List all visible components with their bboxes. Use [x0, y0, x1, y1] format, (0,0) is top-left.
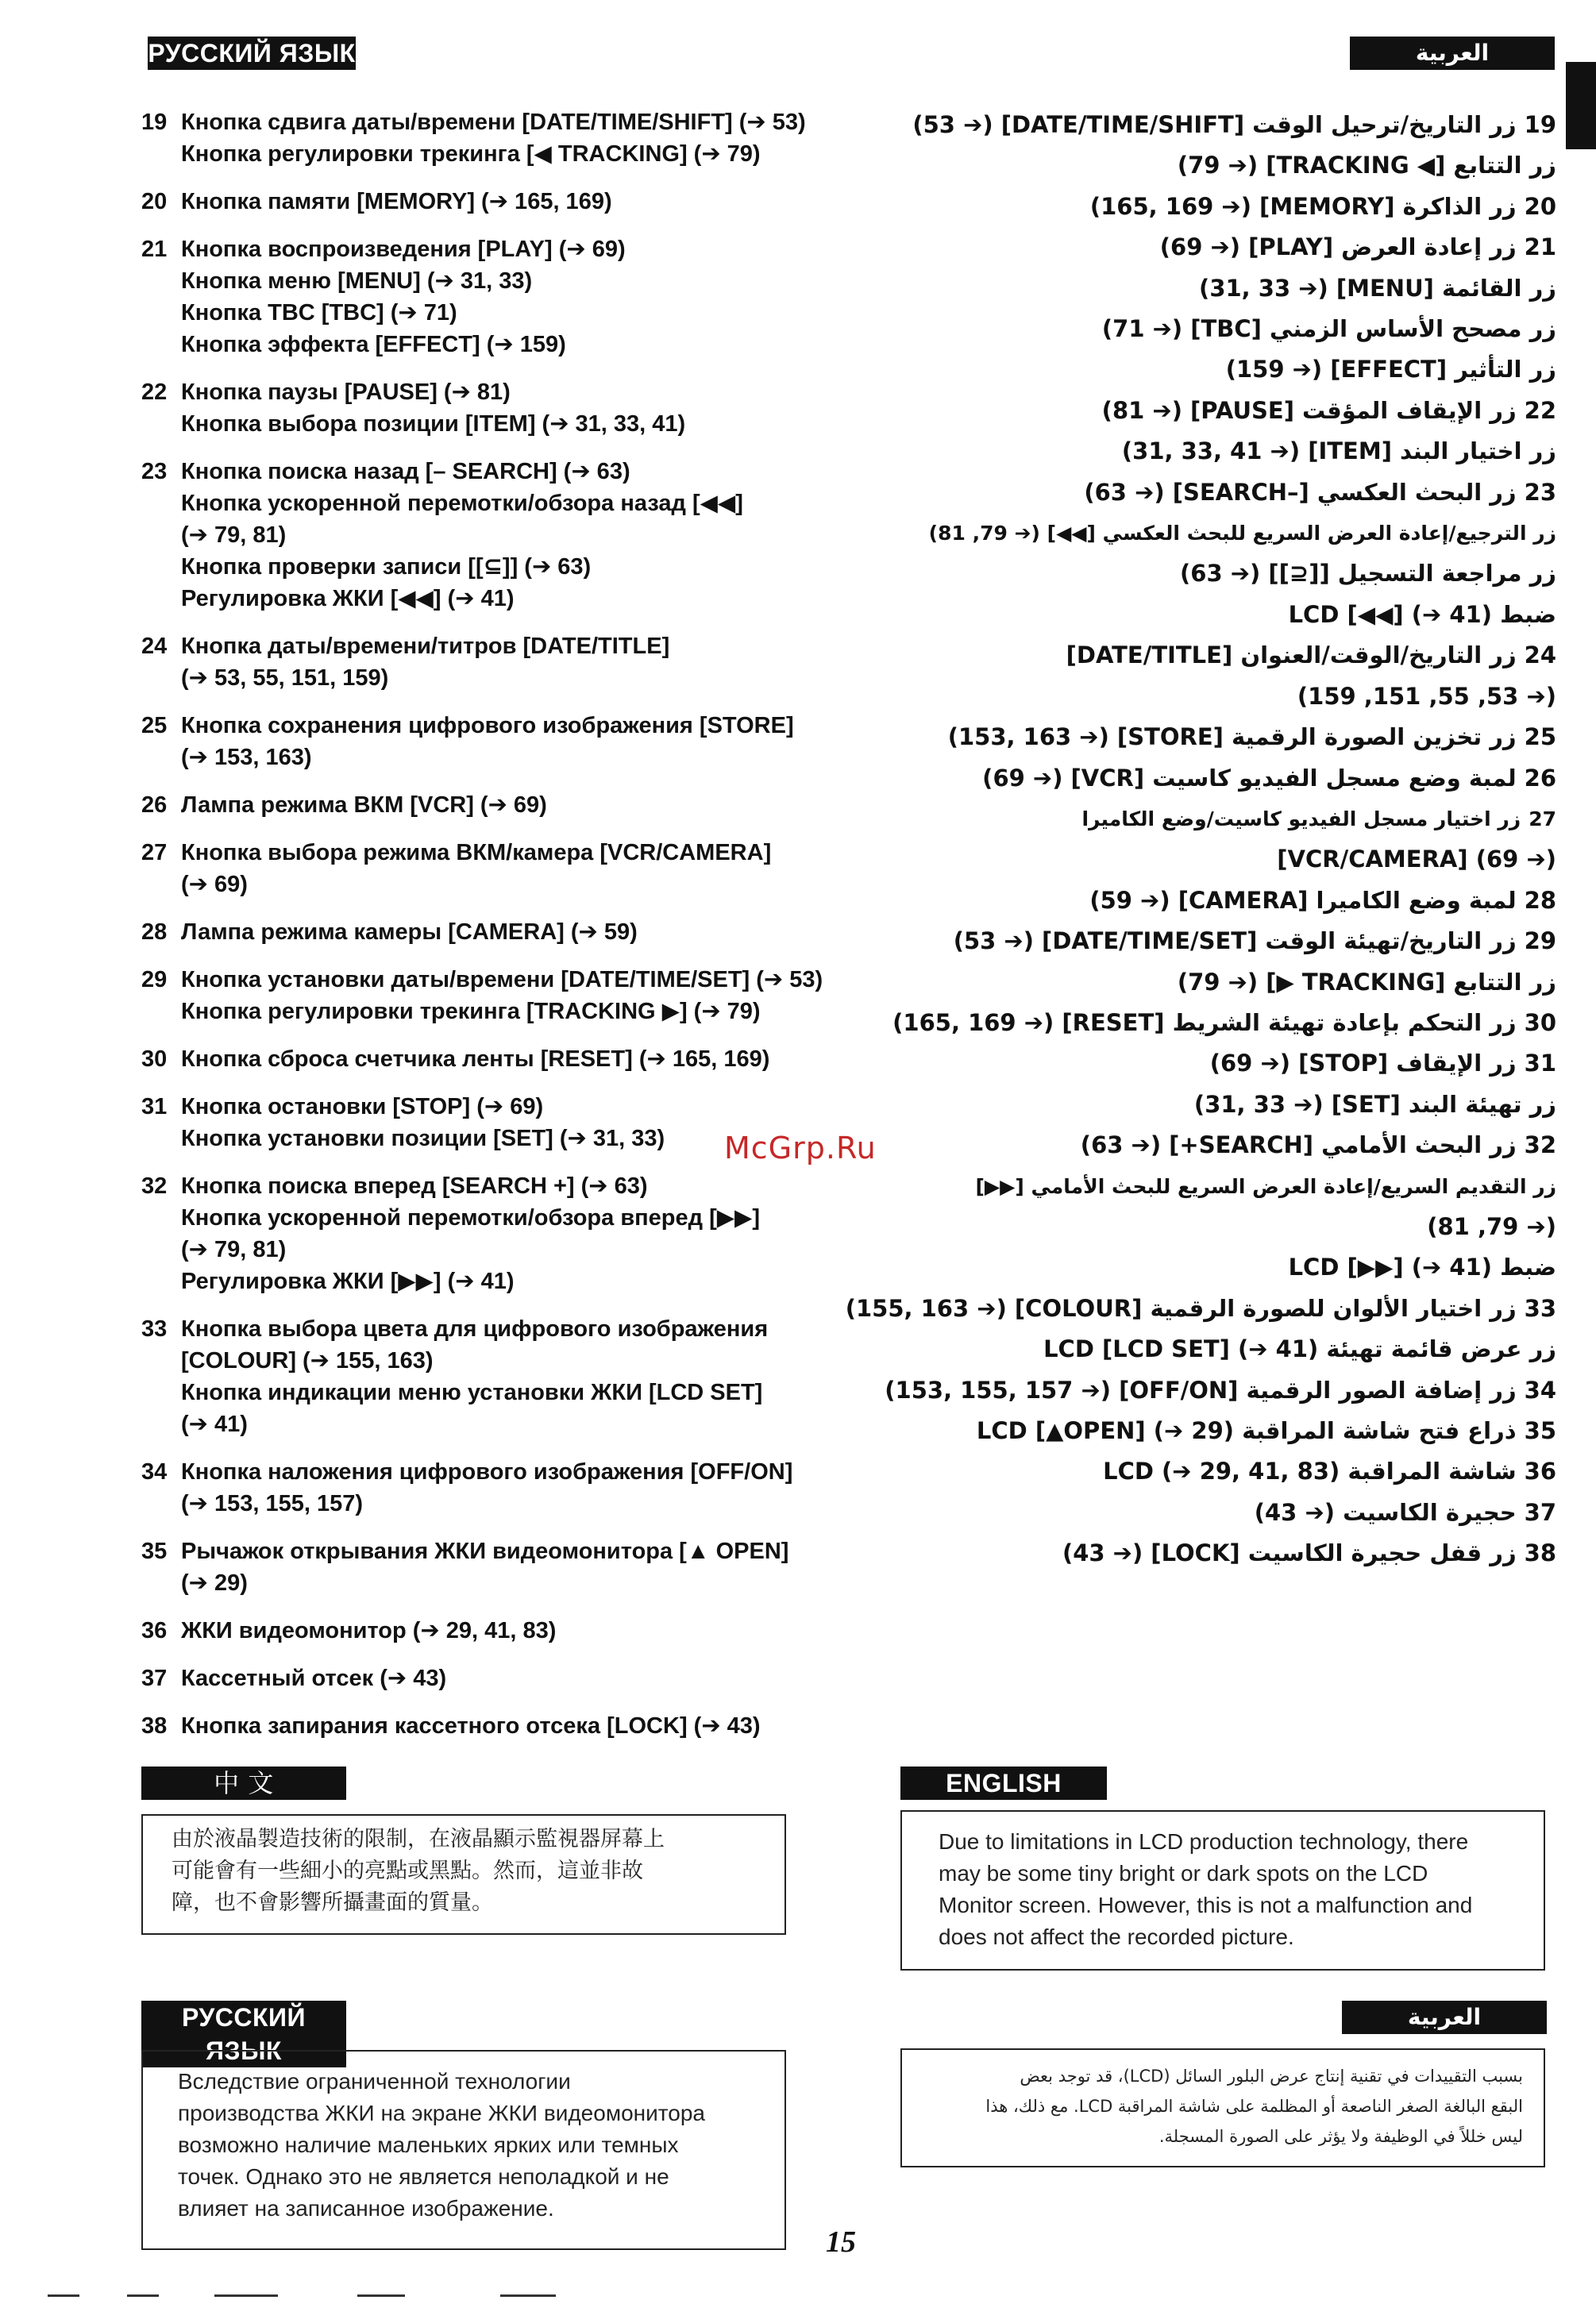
ru-item-number: 21: [141, 237, 168, 262]
ar-item-number: 25: [1524, 723, 1556, 751]
ar-item-text: زر مراجعة التسجيل [[⊆]] (➔ 63): [1180, 560, 1556, 588]
russian-language-tag-bottom: РУССКИЙ ЯЗЫК: [141, 2001, 346, 2067]
ru-item-line: Кнопка установки позиции [SET] (➔ 31, 33): [181, 1126, 665, 1151]
ru-item-line: Кнопка сохранения цифрового изображения [STORE]: [181, 713, 794, 738]
ar-list-line: [873, 349, 1556, 390]
russian-note-line: влияет на записанное изображение.: [178, 2196, 554, 2221]
ru-item-line: Кнопка регулировки трекинга [TRACKING ▶] (➔ 79): [181, 999, 761, 1024]
ar-item-number: 22: [1524, 396, 1556, 424]
arabic-parts-list: [845, 105, 1556, 1574]
ar-list-line: [873, 1329, 1556, 1370]
ru-item-number: 33: [141, 1316, 168, 1342]
ru-item-number: 31: [141, 1094, 168, 1119]
bottom-rule: [214, 2294, 278, 2297]
ar-item-number: 34: [1524, 1376, 1556, 1404]
ar-list-line: [873, 799, 1556, 839]
ru-list-item: [141, 964, 880, 1027]
ru-item-line: Рычажок открывания ЖКИ видеомонитора [▲ OPEN]: [181, 1539, 789, 1564]
ar-item-text: زر القائمة [MENU] (➔ 31, 33): [1199, 274, 1556, 302]
ar-item-text: حجيرة الكاسيت (➔ 43): [1254, 1498, 1517, 1526]
ar-list-line: [873, 1207, 1556, 1247]
bottom-rule: [48, 2294, 79, 2297]
ar-item-text: زر التحكم بإعادة تهيئة الشريط [RESET] (➔ 165, 169): [892, 1008, 1517, 1036]
ar-item-text: زر إعادة العرض [PLAY] (➔ 69): [1159, 233, 1517, 261]
section-side-tab: [1566, 62, 1596, 149]
ru-item-line: Кнопка даты/времени/титров [DATE/TITLE]: [181, 634, 670, 659]
ru-item-line: Кассетный отсек (➔ 43): [181, 1666, 447, 1691]
ru-item-line: Кнопка индикации меню установки ЖКИ [LCD SET]: [181, 1380, 763, 1405]
ar-list-line: [873, 227, 1556, 268]
ar-list-line: [873, 431, 1556, 472]
ru-list-item: [141, 186, 880, 218]
ar-item-text: زر اختيار الألوان للصورة الرقمية [COLOUR] (➔ 155, 163): [845, 1294, 1517, 1322]
ar-item-number: 32: [1524, 1131, 1556, 1159]
ru-item-line: (➔ 153, 155, 157): [181, 1491, 364, 1516]
ar-list-line: [873, 553, 1556, 594]
ru-item-line: [COLOUR] (➔ 155, 163): [181, 1348, 434, 1374]
ru-list-item: [141, 710, 880, 773]
ar-item-text: (➔ 69) [VCR/CAMERA]: [1277, 846, 1556, 873]
ar-list-line: [873, 105, 1556, 145]
ru-item-line: Регулировка ЖКИ [◀◀] (➔ 41): [181, 586, 515, 611]
bottom-rule: [500, 2294, 556, 2297]
ar-item-number: 26: [1524, 764, 1556, 792]
ar-item-text: زر مصحح الأساس الزمني [TBC] (➔ 71): [1101, 315, 1556, 343]
ar-item-text: لمبة وضع الكاميرا [CAMERA] (➔ 59): [1089, 886, 1517, 914]
ru-item-line: Кнопка выбора цвета для цифрового изображения: [181, 1316, 769, 1342]
ar-item-text: لمبة وضع مسجل الفيديو كاسيت [VCR] (➔ 69): [982, 764, 1517, 792]
ar-list-line: [873, 1043, 1556, 1084]
ru-list-item: [141, 376, 880, 440]
ru-item-number: 32: [141, 1173, 168, 1199]
arabic-note-line: ليس خللاً في الوظيفة ولا يؤثر على الصورة المسجلة.: [1158, 2127, 1523, 2146]
ar-list-line: [873, 1003, 1556, 1043]
ar-list-line: [873, 1247, 1556, 1288]
ar-item-text: زر التأثير [EFFECT] (➔ 159): [1225, 356, 1556, 383]
russian-note-line: возможно наличие маленьких ярких или темных: [178, 2133, 679, 2157]
ru-item-line: Регулировка ЖКИ [▶▶] (➔ 41): [181, 1269, 515, 1294]
ru-list-item: [141, 1710, 880, 1742]
ar-list-line: [873, 717, 1556, 757]
russian-parts-list: [141, 106, 880, 1758]
ru-list-item: [141, 916, 880, 948]
ar-item-number: 30: [1524, 1008, 1556, 1036]
bottom-rule: [127, 2294, 159, 2297]
ar-list-line: [873, 839, 1556, 880]
arabic-language-tag-bottom: العربية: [1342, 2001, 1547, 2034]
ru-list-item: [141, 1663, 880, 1694]
ar-item-text: زر التاريخ/الوقت/العنوان [DATE/TITLE]: [1066, 641, 1517, 669]
ar-list-line: [873, 268, 1556, 309]
ar-list-line: [873, 1493, 1556, 1533]
ar-item-text: ضبط LCD [◀◀] (➔ 41): [1288, 600, 1556, 628]
ru-list-item: [141, 1043, 880, 1075]
ar-item-text: زر الترجيع/إعادة العرض السريع للبحث العكسي [◀◀] (➔ 79, 81): [928, 522, 1556, 545]
ar-item-text: زر إضافة الصور الرقمية [OFF/ON] (➔ 153, 155, 157): [885, 1376, 1517, 1404]
ar-item-text: (➔ 79, 81): [1427, 1212, 1556, 1240]
ar-list-line: [873, 880, 1556, 921]
ru-list-item: [141, 456, 880, 615]
bottom-rule: [357, 2294, 405, 2297]
ru-item-number: 29: [141, 967, 168, 992]
ru-list-item: [141, 106, 880, 170]
ru-item-number: 19: [141, 110, 168, 135]
ru-item-number: 27: [141, 840, 168, 865]
ar-item-text: زر اختيار مسجل الفيديو كاسيت/وضع الكاميرا: [1081, 807, 1521, 830]
ru-item-line: Кнопка сдвига даты/времени [DATE/TIME/SHIFT] (➔ 53): [181, 110, 806, 135]
chinese-note-line: 障，也不會影響所攝畫面的質量。: [172, 1890, 493, 1915]
ar-item-number: 31: [1524, 1050, 1556, 1077]
ar-list-line: [873, 1085, 1556, 1125]
english-note-box: [900, 1810, 1545, 1971]
ar-list-line: [845, 1289, 1556, 1329]
ar-list-line: [873, 758, 1556, 799]
english-note-line: does not affect the recorded picture.: [939, 1924, 1294, 1949]
ru-list-item: [141, 1313, 880, 1440]
ru-list-item: [141, 1535, 880, 1599]
ru-item-number: 38: [141, 1713, 168, 1739]
ru-item-number: 23: [141, 459, 168, 484]
ru-item-line: Лампа режима камеры [CAMERA] (➔ 59): [181, 919, 638, 945]
ru-item-number: 22: [141, 380, 168, 405]
ar-item-text: ذراع فتح شاشة المراقبة LCD [▲OPEN] (➔ 29): [976, 1417, 1517, 1444]
russian-note-line: производства ЖКИ на экране ЖКИ видеомонитора: [178, 2101, 705, 2125]
ar-list-line: [873, 676, 1556, 717]
arabic-note-box: [900, 2048, 1545, 2167]
ru-item-line: (➔ 53, 55, 151, 159): [181, 665, 389, 691]
ar-list-line: [873, 513, 1556, 553]
ru-item-line: Кнопка сброса счетчика ленты [RESET] (➔ 165, 169): [181, 1046, 770, 1072]
ru-item-line: Кнопка эффекта [EFFECT] (➔ 159): [181, 332, 566, 357]
ar-item-text: زر اختيار البند [ITEM] (➔ 31, 33, 41): [1121, 437, 1556, 465]
ru-item-line: (➔ 69): [181, 872, 248, 897]
ar-item-text: زر التقديم السريع/إعادة العرض السريع للبحث الأمامي [▶▶]: [975, 1174, 1556, 1198]
ru-list-item: [141, 837, 880, 900]
ru-item-number: 26: [141, 792, 168, 818]
ar-item-text: ضبط LCD [▶▶] (➔ 41): [1288, 1254, 1556, 1281]
arabic-language-tag: العربية: [1350, 37, 1555, 70]
ru-item-line: Кнопка проверки записи [[⊆]] (➔ 63): [181, 554, 592, 580]
ar-item-text: زر تخزين الصورة الرقمية [STORE] (➔ 153, 163): [947, 723, 1517, 751]
ru-item-line: Лампа режима ВКМ [VCR] (➔ 69): [181, 792, 547, 818]
ar-item-number: 35: [1524, 1417, 1556, 1444]
russian-note-line: Вследствие ограниченной технологии: [178, 2069, 571, 2094]
ru-item-line: Кнопка паузы [PAUSE] (➔ 81): [181, 380, 511, 405]
ru-item-number: 25: [141, 713, 168, 738]
ar-list-line: [873, 921, 1556, 961]
ru-item-number: 20: [141, 189, 168, 214]
ar-item-text: زر التتابع [◀ TRACKING] (➔ 79): [1177, 152, 1556, 179]
ar-list-line: [873, 1370, 1556, 1411]
ar-list-line: [873, 472, 1556, 513]
ar-item-number: 27: [1529, 807, 1556, 830]
ru-item-line: (➔ 79, 81): [181, 1237, 287, 1262]
ar-item-number: 33: [1524, 1294, 1556, 1322]
ru-item-number: 35: [141, 1539, 168, 1564]
ru-item-line: Кнопка регулировки трекинга [◀ TRACKING] (➔ 79): [181, 141, 761, 167]
ar-item-text: زر عرض قائمة تهيئة LCD [LCD SET] (➔ 41): [1043, 1335, 1556, 1363]
ru-list-item: [141, 1615, 880, 1647]
ar-item-text: زر الإيقاف [STOP] (➔ 69): [1209, 1050, 1517, 1077]
ar-item-text: زر التاريخ/تهيئة الوقت [DATE/TIME/SET] (➔ 53): [953, 927, 1517, 955]
ru-item-line: Кнопка памяти [MEMORY] (➔ 165, 169): [181, 189, 612, 214]
ar-list-line: [873, 145, 1556, 186]
ar-list-line: [873, 1166, 1556, 1207]
ar-item-number: 29: [1524, 927, 1556, 955]
ar-item-text: زر الإيقاف المؤقت [PAUSE] (➔ 81): [1101, 396, 1517, 424]
ru-item-line: Кнопка выбора позиции [ITEM] (➔ 31, 33, 41): [181, 411, 686, 437]
ru-item-line: Кнопка выбора режима ВКМ/камера [VCR/CAMERA]: [181, 840, 772, 865]
ru-item-line: Кнопка ускоренной перемотки/обзора вперед [▶▶]: [181, 1205, 761, 1231]
ar-list-line: [873, 635, 1556, 676]
ru-item-number: 24: [141, 634, 168, 659]
ar-item-text: زر الذاكرة [MEMORY] (➔ 165, 169): [1089, 192, 1517, 220]
ar-item-number: 24: [1524, 641, 1556, 669]
russian-note-line: точек. Однако это не является неполадкой и не: [178, 2164, 669, 2189]
ru-item-line: Кнопка ускоренной перемотки/обзора назад [◀◀]: [181, 491, 743, 516]
ar-item-text: زر التتابع [TRACKING ▶] (➔ 79): [1177, 968, 1556, 996]
ar-item-number: 28: [1524, 886, 1556, 914]
ru-item-line: Кнопка поиска назад [– SEARCH] (➔ 63): [181, 459, 630, 484]
ru-list-item: [141, 789, 880, 821]
ru-item-number: 37: [141, 1666, 168, 1691]
ar-list-line: [873, 187, 1556, 227]
ar-item-number: 21: [1524, 233, 1556, 261]
ar-list-line: [873, 309, 1556, 349]
ar-list-line: [873, 1411, 1556, 1451]
ru-list-item: [141, 1456, 880, 1520]
arabic-note-line: البقع البالغة الصغر الناصعة أو المظلمة على شاشة المراقبة LCD. مع ذلك، هذا: [985, 2097, 1523, 2116]
ru-item-line: Кнопка наложения цифрового изображения [OFF/ON]: [181, 1459, 793, 1485]
english-note-line: Due to limitations in LCD production technology, there: [939, 1829, 1469, 1854]
ar-item-text: زر التاريخ/ترحيل الوقت [DATE/TIME/SHIFT] (➔ 53): [912, 111, 1517, 138]
ar-item-text: زر البحث العكسي [–SEARCH] (➔ 63): [1084, 478, 1517, 506]
ar-item-text: (➔ 53, 55, 151, 159): [1297, 682, 1556, 710]
ar-item-number: 19: [1524, 111, 1556, 138]
ru-item-line: Кнопка меню [MENU] (➔ 31, 33): [181, 268, 533, 294]
english-note-line: may be some tiny bright or dark spots on the LCD: [939, 1861, 1428, 1886]
ar-list-line: [873, 391, 1556, 431]
ar-item-number: 37: [1524, 1498, 1556, 1526]
ar-item-number: 23: [1524, 478, 1556, 506]
arabic-note-line: بسبب التقييدات في تقنية إنتاج عرض البلور السائل (LCD)، قد توجد بعض: [1020, 2067, 1523, 2086]
chinese-note-box: [141, 1814, 786, 1935]
chinese-language-tag: 中 文: [141, 1767, 346, 1800]
ar-item-text: زر تهيئة البند [SET] (➔ 31, 33): [1193, 1090, 1556, 1118]
ar-item-text: زر قفل حجيرة الكاسيت [LOCK] (➔ 43): [1062, 1539, 1517, 1567]
chinese-note-line: 由於液晶製造技術的限制，在液晶顯示監視器屏幕上: [172, 1827, 665, 1851]
ru-item-number: 30: [141, 1046, 168, 1072]
ar-item-number: 20: [1524, 192, 1556, 220]
ru-item-number: 28: [141, 919, 168, 945]
ar-item-text: شاشة المراقبة LCD (➔ 29, 41, 83): [1103, 1458, 1517, 1485]
watermark-text: McGrp.Ru: [724, 1131, 877, 1165]
ar-list-line: [873, 595, 1556, 635]
ar-item-number: 38: [1524, 1539, 1556, 1567]
ar-list-line: [873, 962, 1556, 1003]
ru-item-line: ЖКИ видеомонитор (➔ 29, 41, 83): [181, 1618, 557, 1643]
page-number: 15: [826, 2225, 856, 2259]
ru-item-number: 36: [141, 1618, 168, 1643]
ru-list-item: [141, 630, 880, 694]
ru-item-line: (➔ 79, 81): [181, 522, 287, 548]
ru-item-line: (➔ 41): [181, 1412, 248, 1437]
ru-list-item: [141, 233, 880, 360]
ru-item-line: Кнопка запирания кассетного отсека [LOCK] (➔ 43): [181, 1713, 761, 1739]
ar-list-line: [873, 1125, 1556, 1165]
ru-item-line: (➔ 29): [181, 1570, 248, 1596]
ru-item-line: Кнопка воспроизведения [PLAY] (➔ 69): [181, 237, 626, 262]
ar-list-line: [873, 1533, 1556, 1574]
ar-item-text: زر البحث الأمامي [SEARCH+] (➔ 63): [1080, 1131, 1517, 1159]
russian-note-box: [141, 2050, 786, 2250]
ru-item-line: Кнопка установки даты/времени [DATE/TIME/SET] (➔ 53): [181, 967, 823, 992]
ar-list-line: [873, 1451, 1556, 1492]
chinese-note-line: 可能會有一些細小的亮點或黑點。然而，這並非故: [172, 1859, 643, 1883]
english-language-tag: ENGLISH: [900, 1767, 1107, 1800]
ru-item-line: Кнопка остановки [STOP] (➔ 69): [181, 1094, 544, 1119]
ru-list-item: [141, 1170, 880, 1297]
ru-item-number: 34: [141, 1459, 168, 1485]
ar-item-number: 36: [1524, 1458, 1556, 1485]
english-note-line: Monitor screen. However, this is not a malfunction and: [939, 1893, 1473, 1917]
ru-item-line: (➔ 153, 163): [181, 745, 312, 770]
russian-language-tag: РУССКИЙ ЯЗЫК: [148, 37, 356, 70]
ru-item-line: Кнопка TBC [TBC] (➔ 71): [181, 300, 457, 326]
ru-item-line: Кнопка поиска вперед [SEARCH +] (➔ 63): [181, 1173, 648, 1199]
